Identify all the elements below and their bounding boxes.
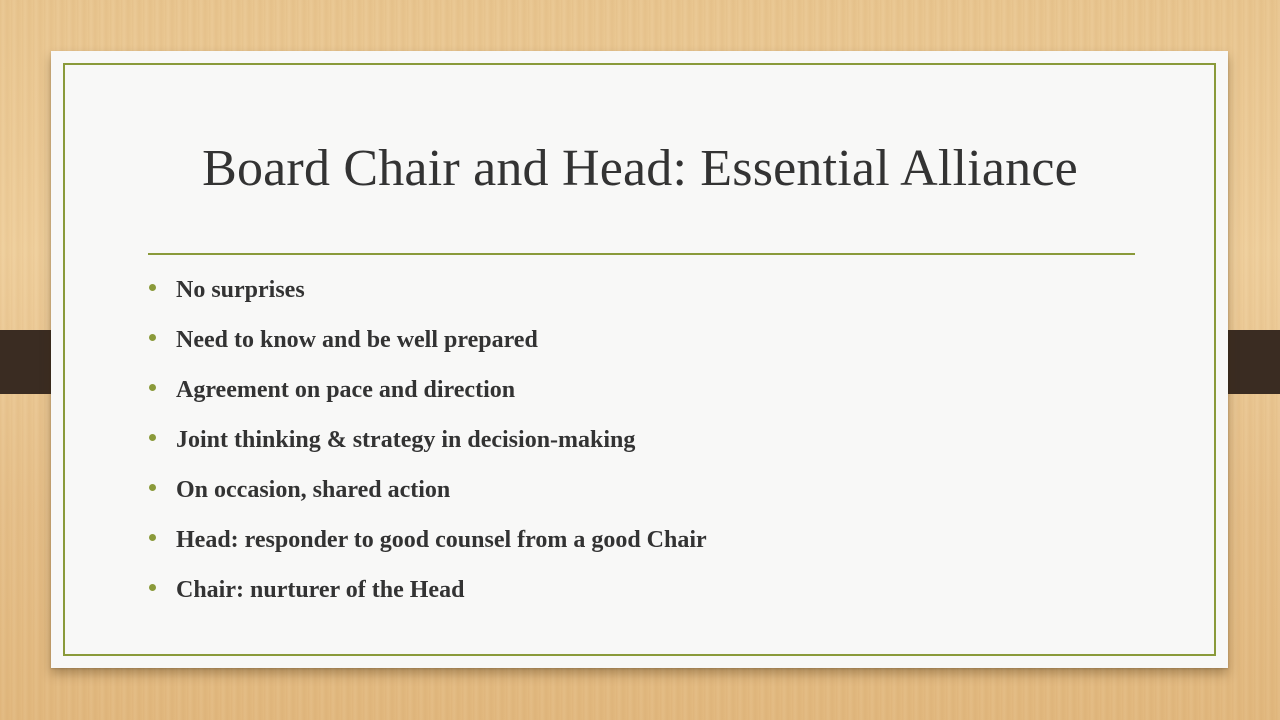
bullet-text: Joint thinking & strategy in decision-making [176,427,636,453]
bullet-icon [149,584,156,591]
bullet-icon [149,484,156,491]
bullet-icon [149,434,156,441]
bullet-list [147,270,707,620]
bullet-item [147,570,707,620]
bullet-text: No surprises [176,277,305,303]
bullet-text: Chair: nurturer of the Head [176,577,465,603]
bullet-item [147,370,707,420]
title-divider [148,253,1135,255]
bullet-text: On occasion, shared action [176,477,451,503]
bullet-icon [149,334,156,341]
bullet-icon [149,284,156,291]
bullet-text: Head: responder to good counsel from a good Chair [176,527,707,553]
bullet-item [147,520,707,570]
bullet-icon [149,384,156,391]
slide-title: Board Chair and Head: Essential Alliance [202,140,1078,197]
bullet-item [147,470,707,520]
bullet-text: Agreement on pace and direction [176,377,516,403]
bullet-item [147,320,707,370]
bullet-item [147,270,707,320]
bullet-text: Need to know and be well prepared [176,327,538,353]
bullet-icon [149,534,156,541]
bullet-item [147,420,707,470]
